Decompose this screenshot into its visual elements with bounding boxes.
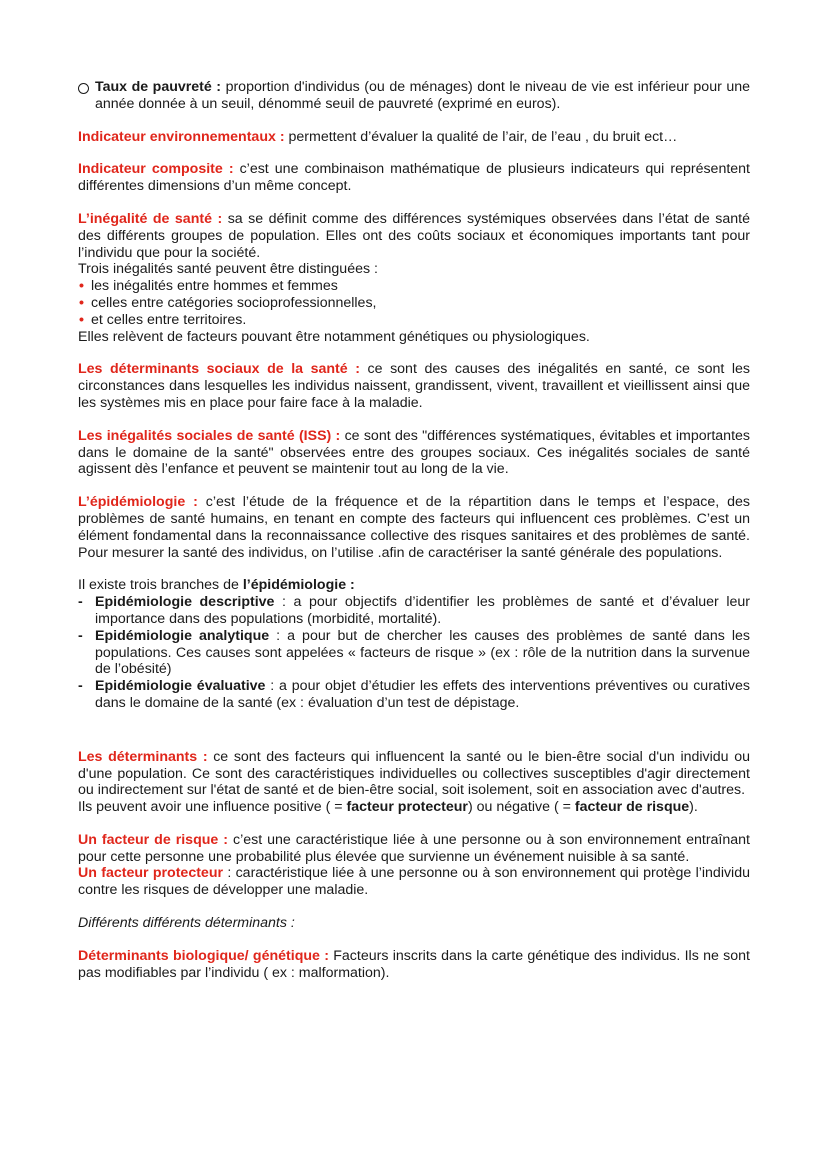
list-item: • et celles entre territoires. xyxy=(79,311,247,328)
def-determinants: ce sont des facteurs qui influencent la santé ou le bien-être social d'un individu ou d'une population. Ce sont des caractéristiques individuelles ou collectives susceptibles d'agir directement ou indirectement sur l'état de santé et de bien-être social, soit isolement, soit en association avec d'autres. xyxy=(78,748,750,799)
inegalite-sante-section xyxy=(78,211,750,345)
def-inegalite-sante: sa se définit comme des différences systémiques observées dans l’état de santé des différents groupes de population. Elles ont des coûts sociaux et économiques importants tant pour l’individu que pour la société. xyxy=(78,210,750,261)
circle-bullet-icon xyxy=(78,83,89,94)
inegalite-list xyxy=(78,278,750,328)
list-item: • les inégalités entre hommes et femmes xyxy=(79,278,338,295)
list-item: - Epidémiologie analytique : a pour but de chercher les causes des problèmes de santé dans les populations. Ces causes sont appelées « facteurs de risque » (ex : rôle de la nutrition dans la survenue de l’obésité) xyxy=(78,627,750,678)
branches-intro: Il existe trois branches de l’épidémiologie : xyxy=(78,577,355,594)
bullet-icon: • xyxy=(79,311,84,328)
inegalite-intro: Trois inégalités santé peuvent être distinguées : xyxy=(78,261,378,278)
term-determinants-sociaux: Les déterminants sociaux de la santé : xyxy=(78,361,360,378)
determinants-sociaux-paragraph xyxy=(78,361,750,411)
dash-bullet-icon: - xyxy=(78,594,83,611)
determinants-section xyxy=(78,749,750,816)
def-iss: ce sont des "différences systématiques, évitables et importantes dans le domaine de la santé" observées entre des groupes sociaux. Ces inégalités sociales de santé agissent dès l’enfance et peuvent se maintenir tout au long de la vie. xyxy=(78,427,750,478)
def-determinants-biologique: Facteurs inscrits dans la carte génétique des individus. Ils ne sont pas modifiables par l’individu ( ex : malformation). xyxy=(78,947,750,981)
def-epidemiologie: c’est l’étude de la fréquence et de la répartition dans le temps et l’espace, des problèmes de santé humains, en tenant en compte des facteurs qui influencent ces problèmes. C’est un élément fondamental dans la reconnaissance collective des risques sanitaires et des problèmes de santé. Pour mesurer la santé des individus, on l’utilise .afin de caractériser la santé générale des populations. xyxy=(78,494,750,561)
facteurs-section xyxy=(78,832,750,899)
branches-section xyxy=(78,577,750,711)
def-indicateur-composite: c’est une combinaison mathématique de plusieurs indicateurs qui représentent différentes dimensions d’un même concept. xyxy=(78,161,751,195)
term-determinants: Les déterminants : xyxy=(78,748,208,765)
facteur-risque-paragraph xyxy=(78,832,750,866)
list-item: - Epidémiologie évaluative : a pour objet d’étudier les effets des interventions préventives ou curatives dans le domaine de la santé (ex : évaluation d’un test de dépistage. xyxy=(78,678,750,711)
list-item: • celles entre catégories socioprofessionnelles, xyxy=(79,294,377,311)
def-facteur-protecteur: : caractéristique liée à une personne ou à son environnement qui protège l’individu contre les risques de développer une maladie. xyxy=(78,865,750,899)
differents-determinants-heading: Différents différents déterminants : xyxy=(78,915,295,932)
determinants-paragraph xyxy=(78,749,750,799)
term-epidemiologie: L’épidémiologie : xyxy=(78,494,198,511)
term-taux-pauvrete: Taux de pauvreté : xyxy=(95,79,222,95)
taux-pauvrete-paragraph xyxy=(78,79,750,113)
bullet-icon: • xyxy=(79,294,84,311)
determinants-influence: Ils peuvent avoir une influence positive ( = facteur protecteur) ou négative ( = facteur de risque). xyxy=(78,799,698,816)
branches-list xyxy=(78,594,750,712)
def-determinants-sociaux: ce sont des causes des inégalités en santé, ce sont les circonstances dans lesquelles les individus naissent, grandissent, vivent, travaillent et vieillissent ainsi que les systèmes mis en place pour faire face à la maladie. xyxy=(78,361,750,411)
inegalite-sante-paragraph xyxy=(78,211,750,261)
bullet-icon: • xyxy=(79,278,84,295)
term-indicateur-env: Indicateur environnementaux : xyxy=(78,128,285,145)
dash-bullet-icon: - xyxy=(78,627,83,644)
dash-bullet-icon: - xyxy=(78,678,83,695)
term-facteur-protecteur: Un facteur protecteur xyxy=(78,865,224,882)
indicateur-composite-paragraph xyxy=(78,161,750,195)
def-taux-pauvrete: proportion d'individus (ou de ménages) dont le niveau de vie est inférieur pour une année donnée à un seuil, dénommé seuil de pauvreté (exprimé en euros). xyxy=(95,79,750,112)
def-indicateur-env: permettent d’évaluer la qualité de l’air, de l’eau , du bruit ect… xyxy=(284,128,678,145)
term-iss: Les inégalités sociales de santé (ISS) : xyxy=(78,427,341,444)
epidemiologie-paragraph xyxy=(78,494,750,561)
indicateur-env-paragraph xyxy=(78,129,750,146)
list-item: - Epidémiologie descriptive : a pour objectifs d’identifier les problèmes de santé et d’évaluer leur importance dans des populations (morbidité, mortalité). xyxy=(78,594,750,627)
def-facteur-risque: c’est une caractéristique liée à une personne ou à son environnement entraînant pour cette personne une probabilité plus élevée que survienne un événement nuisible à sa santé. xyxy=(78,831,750,865)
term-inegalite-sante: L’inégalité de santé : xyxy=(78,210,223,227)
term-determinants-biologique: Déterminants biologique/ génétique : xyxy=(78,947,329,964)
term-indicateur-composite: Indicateur composite : xyxy=(78,161,234,178)
inegalite-outro: Elles relèvent de facteurs pouvant être notamment génétiques ou physiologiques. xyxy=(78,328,590,345)
term-facteur-risque: Un facteur de risque : xyxy=(78,831,229,848)
determinants-biologique-paragraph xyxy=(78,948,750,982)
facteur-protecteur-paragraph xyxy=(78,865,750,899)
iss-paragraph xyxy=(78,428,750,478)
